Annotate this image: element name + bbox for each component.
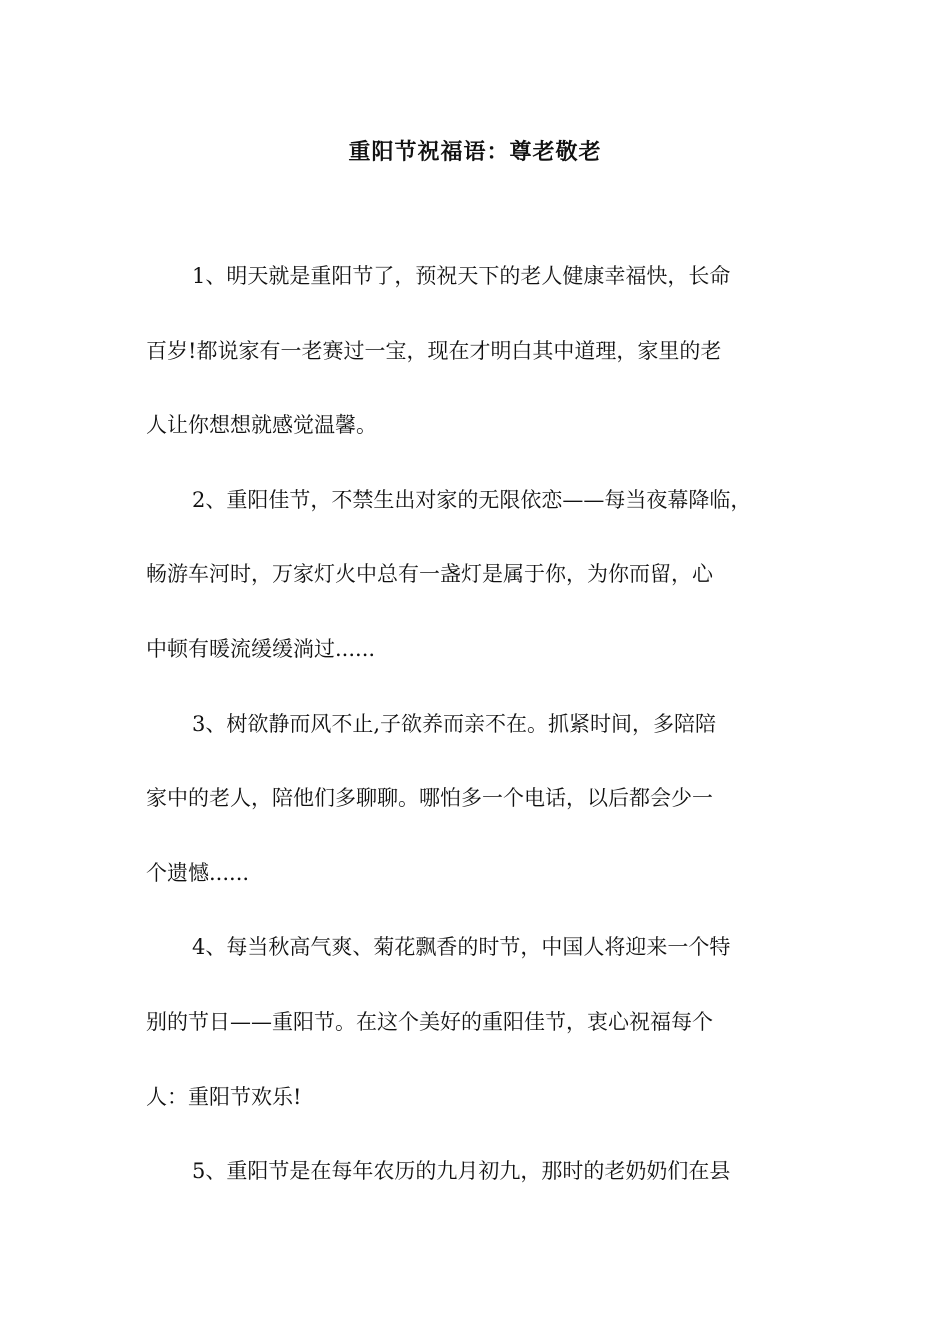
paragraph-line: 2、重阳佳节，不禁生出对家的无限依恋——每当夜幕降临，	[192, 487, 752, 512]
paragraph-line: 中顿有暖流缓缓淌过......	[146, 636, 376, 661]
paragraph-line: 3、树欲静而风不止,子欲养而亲不在。抓紧时间，多陪陪	[192, 711, 717, 736]
document-title: 重阳节祝福语：尊老敬老	[348, 139, 602, 165]
paragraph-line: 4、每当秋高气爽、菊花飘香的时节，中国人将迎来一个特	[192, 935, 731, 960]
paragraph-5	[146, 1151, 806, 1191]
paragraph-line: 百岁!都说家有一老赛过一宝，现在才明白其中道理，家里的老	[146, 338, 722, 363]
paragraph-4	[146, 927, 806, 1116]
paragraph-line: 1、明天就是重阳节了，预祝天下的老人健康幸福快，长命	[192, 264, 731, 288]
paragraph-line: 家中的老人，陪他们多聊聊。哪怕多一个电话，以后都会少一	[146, 786, 713, 811]
paragraph-line: 别的节日——重阳节。在这个美好的重阳佳节，衷心祝福每个	[146, 1009, 713, 1034]
paragraph-line: 人让你想想就感觉温馨。	[146, 413, 377, 438]
paragraph-3	[146, 704, 806, 893]
paragraph-2	[146, 480, 806, 669]
paragraph-line: 个遗憾......	[146, 860, 250, 885]
paragraph-line: 5、重阳节是在每年农历的九月初九，那时的老奶奶们在县	[192, 1159, 731, 1184]
paragraph-line: 人：重阳节欢乐!	[146, 1084, 302, 1109]
paragraph-line: 畅游车河时，万家灯火中总有一盏灯是属于你，为你而留，心	[146, 562, 713, 587]
document-body	[146, 256, 806, 1226]
paragraph-1	[146, 256, 806, 445]
